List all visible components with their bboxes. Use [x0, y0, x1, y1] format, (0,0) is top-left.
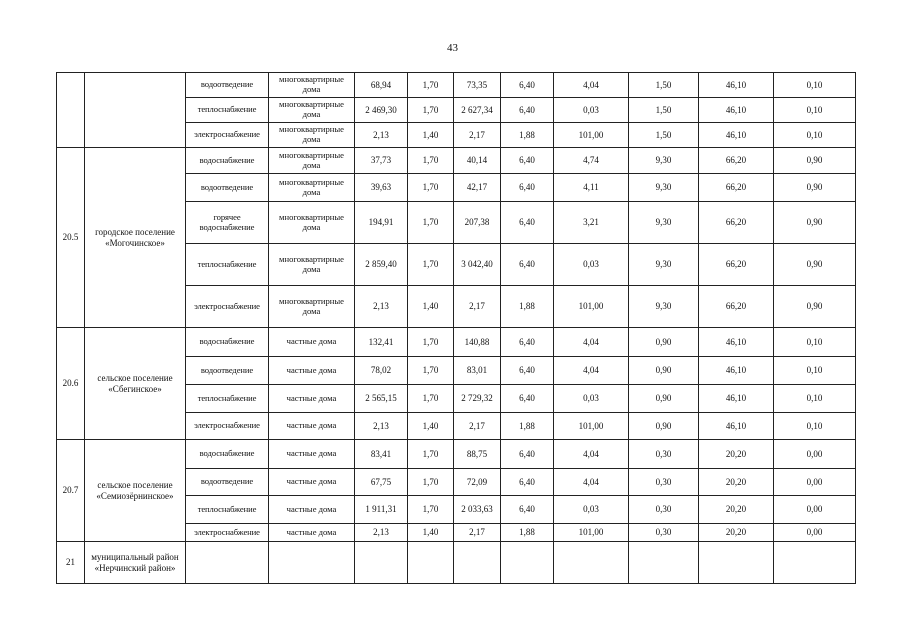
value-cell: 0,90	[774, 202, 856, 244]
value-cell: 9,30	[629, 286, 699, 328]
value-cell: 4,04	[554, 469, 629, 496]
value-cell: 101,00	[554, 524, 629, 542]
value-cell: 6,40	[501, 496, 554, 524]
row-number-cell: 20.6	[57, 328, 85, 440]
value-cell: 1,70	[408, 244, 454, 286]
value-cell	[454, 542, 501, 584]
housing-type-cell: многоквартирные дома	[269, 244, 355, 286]
value-cell: 2,17	[454, 286, 501, 328]
value-cell: 66,20	[699, 244, 774, 286]
value-cell: 4,04	[554, 328, 629, 357]
value-cell: 9,30	[629, 202, 699, 244]
value-cell: 0,90	[629, 413, 699, 440]
value-cell: 0,00	[774, 496, 856, 524]
value-cell: 66,20	[699, 202, 774, 244]
table-row	[57, 542, 856, 584]
value-cell: 2,17	[454, 524, 501, 542]
service-type-cell: водоотведение	[186, 357, 269, 385]
value-cell: 1,70	[408, 98, 454, 123]
value-cell	[699, 542, 774, 584]
housing-type-cell: частные дома	[269, 357, 355, 385]
value-cell: 0,10	[774, 413, 856, 440]
service-type-cell: водоснабжение	[186, 148, 269, 174]
value-cell: 1,70	[408, 385, 454, 413]
housing-type-cell	[269, 542, 355, 584]
value-cell: 9,30	[629, 148, 699, 174]
housing-type-cell: частные дома	[269, 385, 355, 413]
value-cell: 6,40	[501, 98, 554, 123]
value-cell	[629, 542, 699, 584]
value-cell: 0,10	[774, 385, 856, 413]
value-cell: 46,10	[699, 123, 774, 148]
value-cell: 4,04	[554, 440, 629, 469]
value-cell: 9,30	[629, 174, 699, 202]
value-cell: 1,70	[408, 202, 454, 244]
housing-type-cell: многоквартирные дома	[269, 202, 355, 244]
value-cell: 2 729,32	[454, 385, 501, 413]
table-row	[57, 440, 856, 469]
value-cell: 20,20	[699, 440, 774, 469]
value-cell: 1,50	[629, 98, 699, 123]
value-cell: 1,40	[408, 286, 454, 328]
municipality-name-cell: сельское поселение «Сбегинское»	[85, 328, 186, 440]
value-cell: 40,14	[454, 148, 501, 174]
municipality-name-cell: городское поселение «Могочинское»	[85, 148, 186, 328]
value-cell: 72,09	[454, 469, 501, 496]
value-cell: 6,40	[501, 244, 554, 286]
service-type-cell	[186, 542, 269, 584]
value-cell: 83,41	[355, 440, 408, 469]
value-cell: 0,03	[554, 385, 629, 413]
value-cell: 3 042,40	[454, 244, 501, 286]
service-type-cell: теплоснабжение	[186, 385, 269, 413]
value-cell: 0,00	[774, 440, 856, 469]
value-cell: 2,13	[355, 524, 408, 542]
value-cell: 37,73	[355, 148, 408, 174]
housing-type-cell: частные дома	[269, 440, 355, 469]
value-cell: 1,70	[408, 73, 454, 98]
value-cell: 3,21	[554, 202, 629, 244]
value-cell: 46,10	[699, 413, 774, 440]
value-cell: 6,40	[501, 440, 554, 469]
row-number-cell: 20.5	[57, 148, 85, 328]
value-cell: 1,70	[408, 148, 454, 174]
value-cell: 1,70	[408, 328, 454, 357]
value-cell: 20,20	[699, 524, 774, 542]
value-cell: 0,30	[629, 440, 699, 469]
value-cell: 0,30	[629, 496, 699, 524]
value-cell: 46,10	[699, 385, 774, 413]
value-cell: 1,70	[408, 357, 454, 385]
row-number-cell	[57, 73, 85, 148]
value-cell: 1,88	[501, 286, 554, 328]
municipality-name-cell: муниципальный район «Нерчинский район»	[85, 542, 186, 584]
service-type-cell: электроснабжение	[186, 524, 269, 542]
service-type-cell: горячее водоснабжение	[186, 202, 269, 244]
service-type-cell: теплоснабжение	[186, 244, 269, 286]
value-cell: 4,11	[554, 174, 629, 202]
value-cell: 101,00	[554, 286, 629, 328]
value-cell: 1,50	[629, 73, 699, 98]
housing-type-cell: многоквартирные дома	[269, 123, 355, 148]
value-cell: 6,40	[501, 357, 554, 385]
value-cell: 1,70	[408, 496, 454, 524]
service-type-cell: теплоснабжение	[186, 496, 269, 524]
value-cell: 20,20	[699, 496, 774, 524]
value-cell: 0,10	[774, 123, 856, 148]
value-cell	[501, 542, 554, 584]
value-cell: 6,40	[501, 73, 554, 98]
value-cell: 4,04	[554, 73, 629, 98]
value-cell: 140,88	[454, 328, 501, 357]
value-cell: 2,13	[355, 286, 408, 328]
value-cell: 101,00	[554, 123, 629, 148]
row-number-cell: 20.7	[57, 440, 85, 542]
value-cell: 2 033,63	[454, 496, 501, 524]
value-cell: 0,10	[774, 357, 856, 385]
value-cell: 6,40	[501, 328, 554, 357]
value-cell: 2,17	[454, 413, 501, 440]
value-cell: 1,70	[408, 469, 454, 496]
value-cell: 0,10	[774, 73, 856, 98]
value-cell: 6,40	[501, 148, 554, 174]
service-type-cell: электроснабжение	[186, 123, 269, 148]
value-cell: 78,02	[355, 357, 408, 385]
value-cell: 0,90	[629, 328, 699, 357]
service-type-cell: теплоснабжение	[186, 98, 269, 123]
service-type-cell: водоотведение	[186, 469, 269, 496]
tariff-table	[56, 72, 856, 584]
value-cell: 83,01	[454, 357, 501, 385]
value-cell: 39,63	[355, 174, 408, 202]
value-cell: 9,30	[629, 244, 699, 286]
row-number-cell: 21	[57, 542, 85, 584]
value-cell: 66,20	[699, 174, 774, 202]
value-cell: 2 469,30	[355, 98, 408, 123]
value-cell: 4,74	[554, 148, 629, 174]
value-cell	[355, 542, 408, 584]
value-cell: 67,75	[355, 469, 408, 496]
value-cell: 0,90	[774, 148, 856, 174]
service-type-cell: водоотведение	[186, 73, 269, 98]
value-cell: 6,40	[501, 202, 554, 244]
value-cell: 101,00	[554, 413, 629, 440]
value-cell: 6,40	[501, 385, 554, 413]
value-cell: 4,04	[554, 357, 629, 385]
service-type-cell: электроснабжение	[186, 413, 269, 440]
value-cell: 0,90	[629, 385, 699, 413]
value-cell: 0,90	[774, 286, 856, 328]
value-cell: 0,30	[629, 524, 699, 542]
value-cell: 42,17	[454, 174, 501, 202]
value-cell: 1,88	[501, 123, 554, 148]
value-cell: 73,35	[454, 73, 501, 98]
value-cell	[408, 542, 454, 584]
value-cell: 2 627,34	[454, 98, 501, 123]
service-type-cell: водоснабжение	[186, 328, 269, 357]
housing-type-cell: частные дома	[269, 328, 355, 357]
value-cell: 66,20	[699, 148, 774, 174]
value-cell: 1,70	[408, 440, 454, 469]
housing-type-cell: частные дома	[269, 524, 355, 542]
value-cell: 0,10	[774, 328, 856, 357]
value-cell: 1,50	[629, 123, 699, 148]
value-cell: 66,20	[699, 286, 774, 328]
value-cell: 0,03	[554, 244, 629, 286]
value-cell: 88,75	[454, 440, 501, 469]
housing-type-cell: многоквартирные дома	[269, 73, 355, 98]
value-cell: 2,13	[355, 123, 408, 148]
value-cell: 1,40	[408, 123, 454, 148]
value-cell: 46,10	[699, 98, 774, 123]
page-number: 43	[447, 42, 458, 54]
value-cell: 6,40	[501, 174, 554, 202]
value-cell: 0,03	[554, 496, 629, 524]
value-cell: 6,40	[501, 469, 554, 496]
value-cell: 194,91	[355, 202, 408, 244]
value-cell: 46,10	[699, 357, 774, 385]
value-cell: 0,30	[629, 469, 699, 496]
service-type-cell: водоотведение	[186, 174, 269, 202]
housing-type-cell: частные дома	[269, 413, 355, 440]
value-cell: 0,03	[554, 98, 629, 123]
table-row	[57, 328, 856, 357]
value-cell: 0,00	[774, 469, 856, 496]
value-cell: 2 859,40	[355, 244, 408, 286]
service-type-cell: водоснабжение	[186, 440, 269, 469]
value-cell: 46,10	[699, 328, 774, 357]
value-cell: 0,90	[774, 174, 856, 202]
value-cell: 1,88	[501, 524, 554, 542]
service-type-cell: электроснабжение	[186, 286, 269, 328]
value-cell: 2,13	[355, 413, 408, 440]
value-cell: 0,00	[774, 524, 856, 542]
municipality-name-cell	[85, 73, 186, 148]
housing-type-cell: частные дома	[269, 496, 355, 524]
value-cell: 1,40	[408, 413, 454, 440]
municipality-name-cell: сельское поселение «Семиозёрнинское»	[85, 440, 186, 542]
value-cell: 1,88	[501, 413, 554, 440]
table-row	[57, 73, 856, 98]
value-cell: 0,10	[774, 98, 856, 123]
value-cell: 132,41	[355, 328, 408, 357]
value-cell: 207,38	[454, 202, 501, 244]
value-cell: 1,40	[408, 524, 454, 542]
value-cell	[554, 542, 629, 584]
value-cell	[774, 542, 856, 584]
housing-type-cell: многоквартирные дома	[269, 148, 355, 174]
value-cell: 2 565,15	[355, 385, 408, 413]
value-cell: 0,90	[629, 357, 699, 385]
value-cell: 2,17	[454, 123, 501, 148]
housing-type-cell: многоквартирные дома	[269, 174, 355, 202]
housing-type-cell: многоквартирные дома	[269, 98, 355, 123]
value-cell: 0,90	[774, 244, 856, 286]
value-cell: 1 911,31	[355, 496, 408, 524]
value-cell: 46,10	[699, 73, 774, 98]
value-cell: 1,70	[408, 174, 454, 202]
value-cell: 68,94	[355, 73, 408, 98]
housing-type-cell: многоквартирные дома	[269, 286, 355, 328]
value-cell: 20,20	[699, 469, 774, 496]
housing-type-cell: частные дома	[269, 469, 355, 496]
table-row	[57, 148, 856, 174]
